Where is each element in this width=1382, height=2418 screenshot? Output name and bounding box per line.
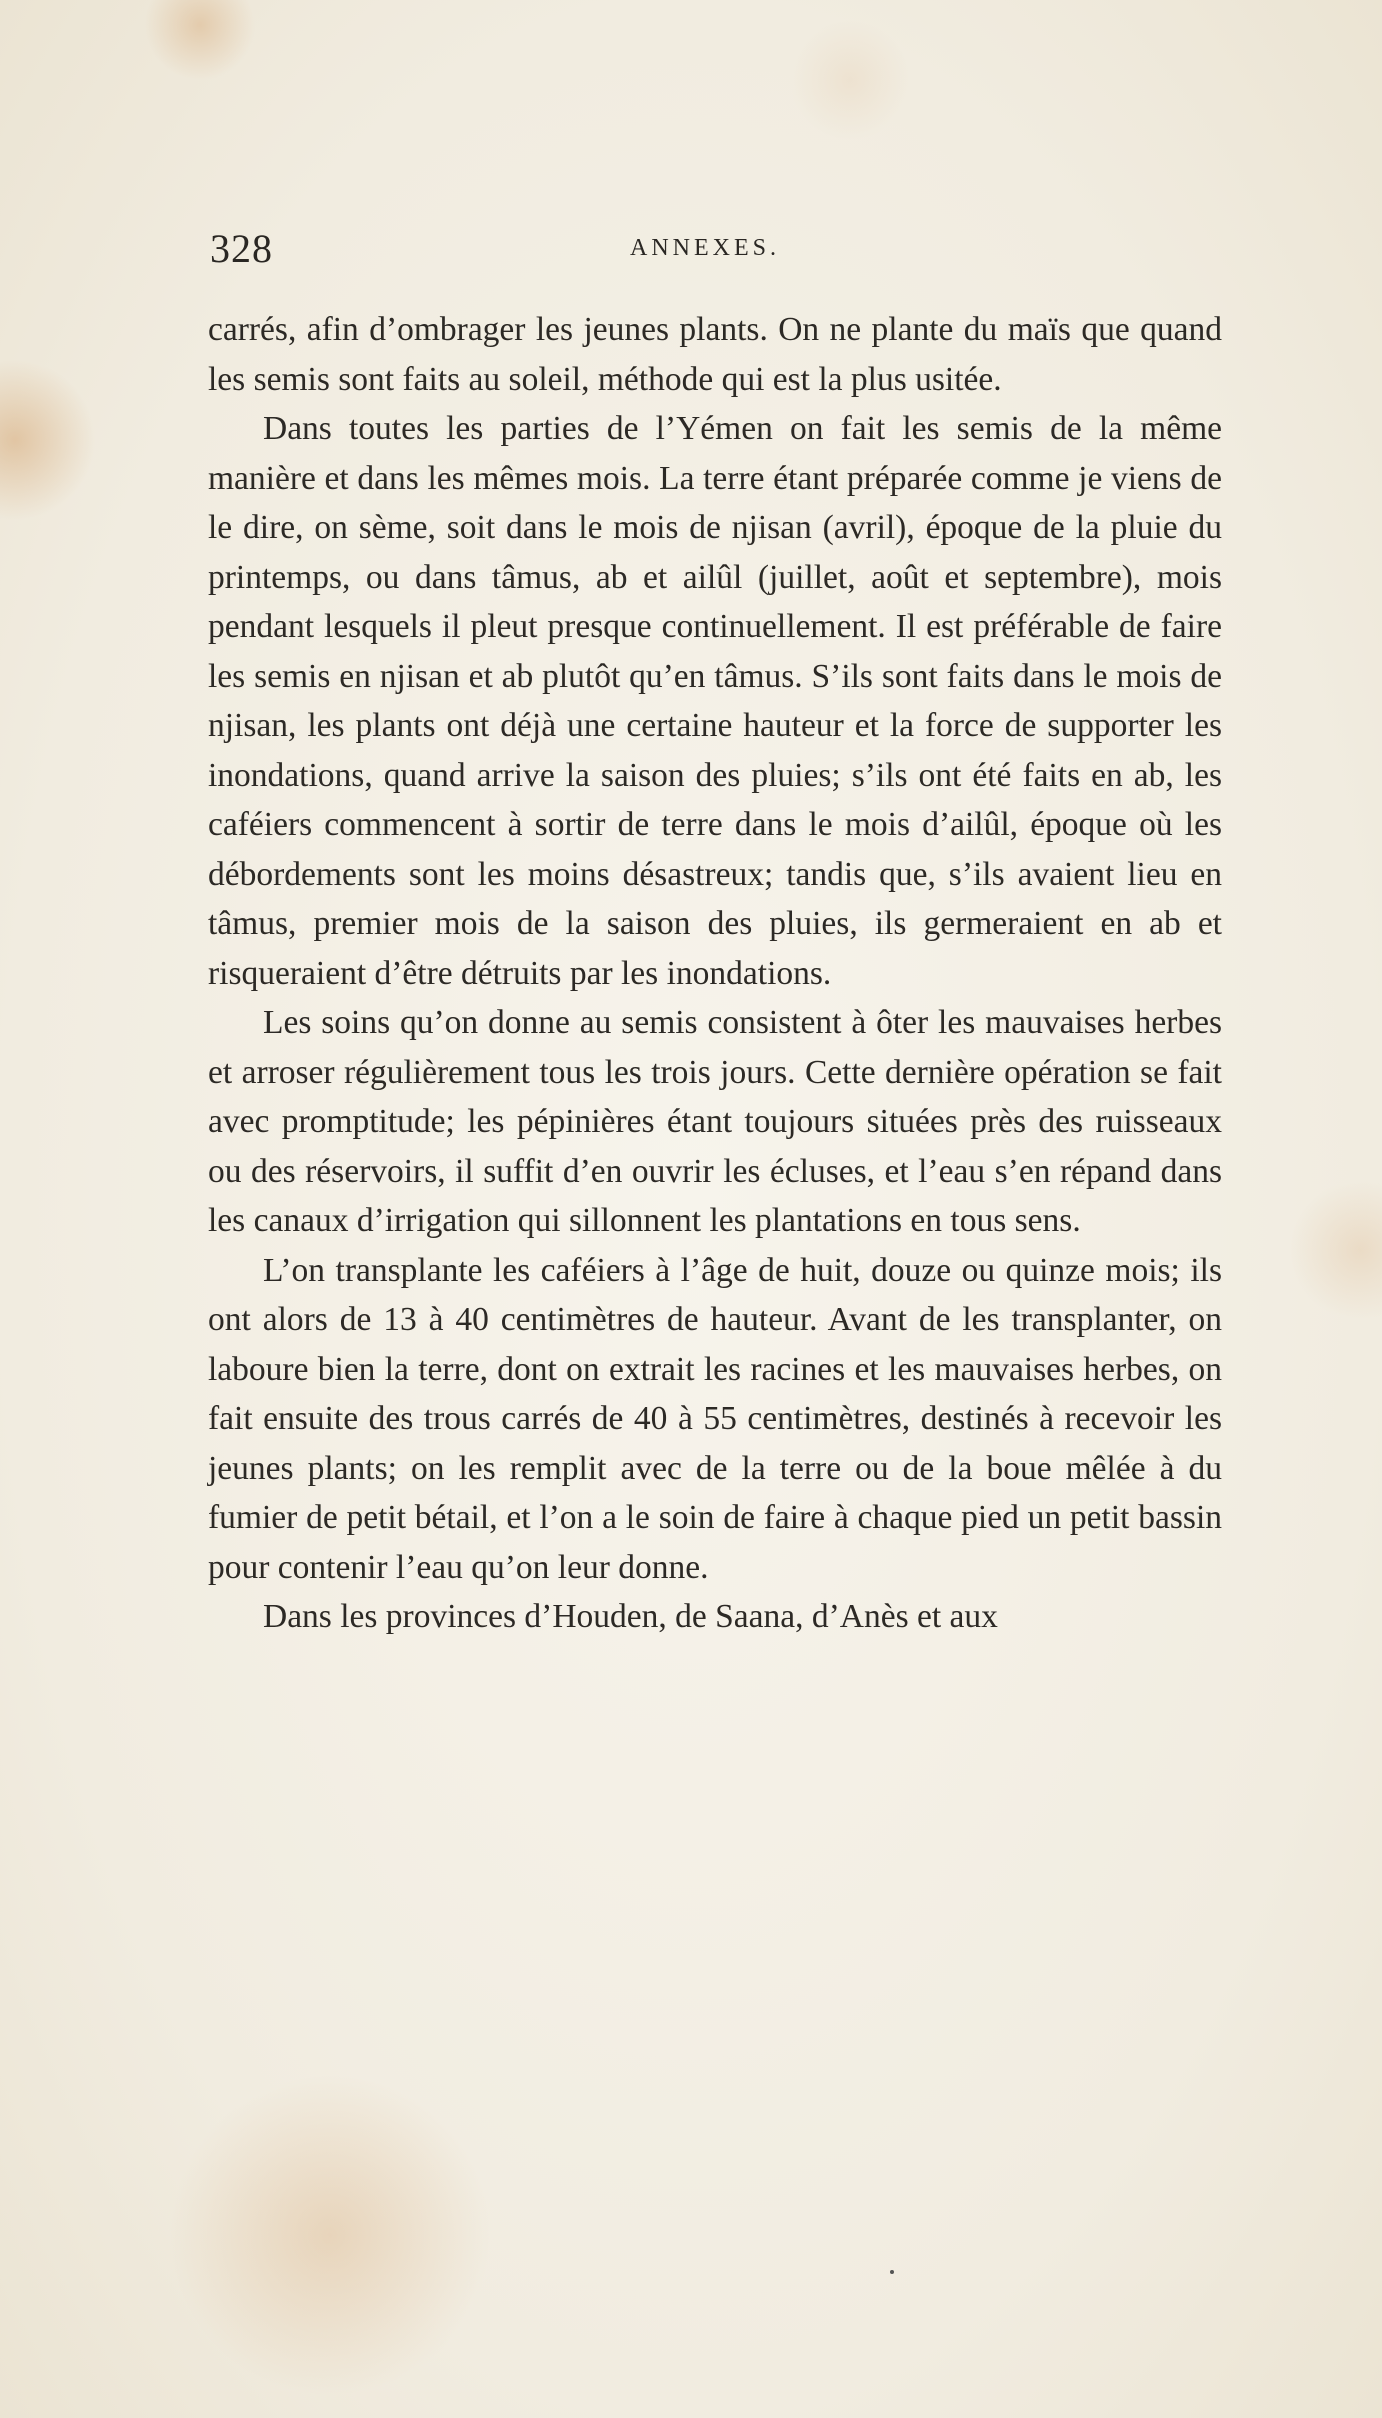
page-number: 328	[210, 226, 273, 271]
body-text	[208, 305, 1222, 1642]
paragraph: Dans les provinces d’Houden, de Saana, d’Anès et aux	[263, 1598, 998, 1635]
ink-speck	[890, 2270, 894, 2274]
running-head: ANNEXES.	[630, 235, 780, 261]
paragraph: L’on transplante les caféiers à l’âge de huit, douze ou quinze mois; ils ont alors de 13 à 40 centimètres de hauteur. Avant de les transplanter, on laboure bien la terre, dont on extrait les racines et les mauvaises herbes, on fait ensuite des trous carrés de 40 à 55 centimètres, destinés à recevoir les jeunes plants; on les remplit avec de la terre ou de la boue mêlée à du fumier de petit bétail, et l’on a le soin de faire à chaque pied un petit bassin pour contenir l’eau qu’on leur donne.	[208, 1251, 1222, 1586]
page-header	[210, 225, 1220, 285]
paragraph: Les soins qu’on donne au semis consistent à ôter les mauvaises herbes et arroser régulièrement tous les trois jours. Cette dernière opération se fait avec promptitude; les pépinières étant toujours situées près des ruisseaux ou des réservoirs, il suffit d’en ouvrir les écluses, et l’eau s’en répand dans les canaux d’irrigation qui sillonnent les plantations en tous sens.	[208, 1004, 1222, 1239]
paragraph: Dans toutes les parties de l’Yémen on fait les semis de la même manière et dans les mêmes mois. La terre étant préparée comme je viens de le dire, on sème, soit dans le mois de njisan (avril), époque de la pluie du printemps, ou dans tâmus, ab et ailûl (juillet, août et septembre), mois pendant lesquels il pleut presque continuellement. Il est préférable de faire les semis en njisan et ab plutôt qu’en tâmus. S’ils sont faits dans le mois de njisan, les plants ont déjà une certaine hauteur et la force de supporter les inondations, quand arrive la saison des pluies; s’ils ont été faits en ab, les caféiers commencent à sortir de terre dans le mois d’ailûl, époque où les débordements sont les moins désastreux; tandis que, s’ils avaient lieu en tâmus, premier mois de la saison des pluies, ils germeraient en ab et risqueraient d’être détruits par les inondations.	[208, 410, 1222, 992]
paragraph: carrés, afin d’ombrager les jeunes plants. On ne plante du maïs que quand les semis sont faits au soleil, méthode qui est la plus usitée.	[208, 311, 1222, 398]
